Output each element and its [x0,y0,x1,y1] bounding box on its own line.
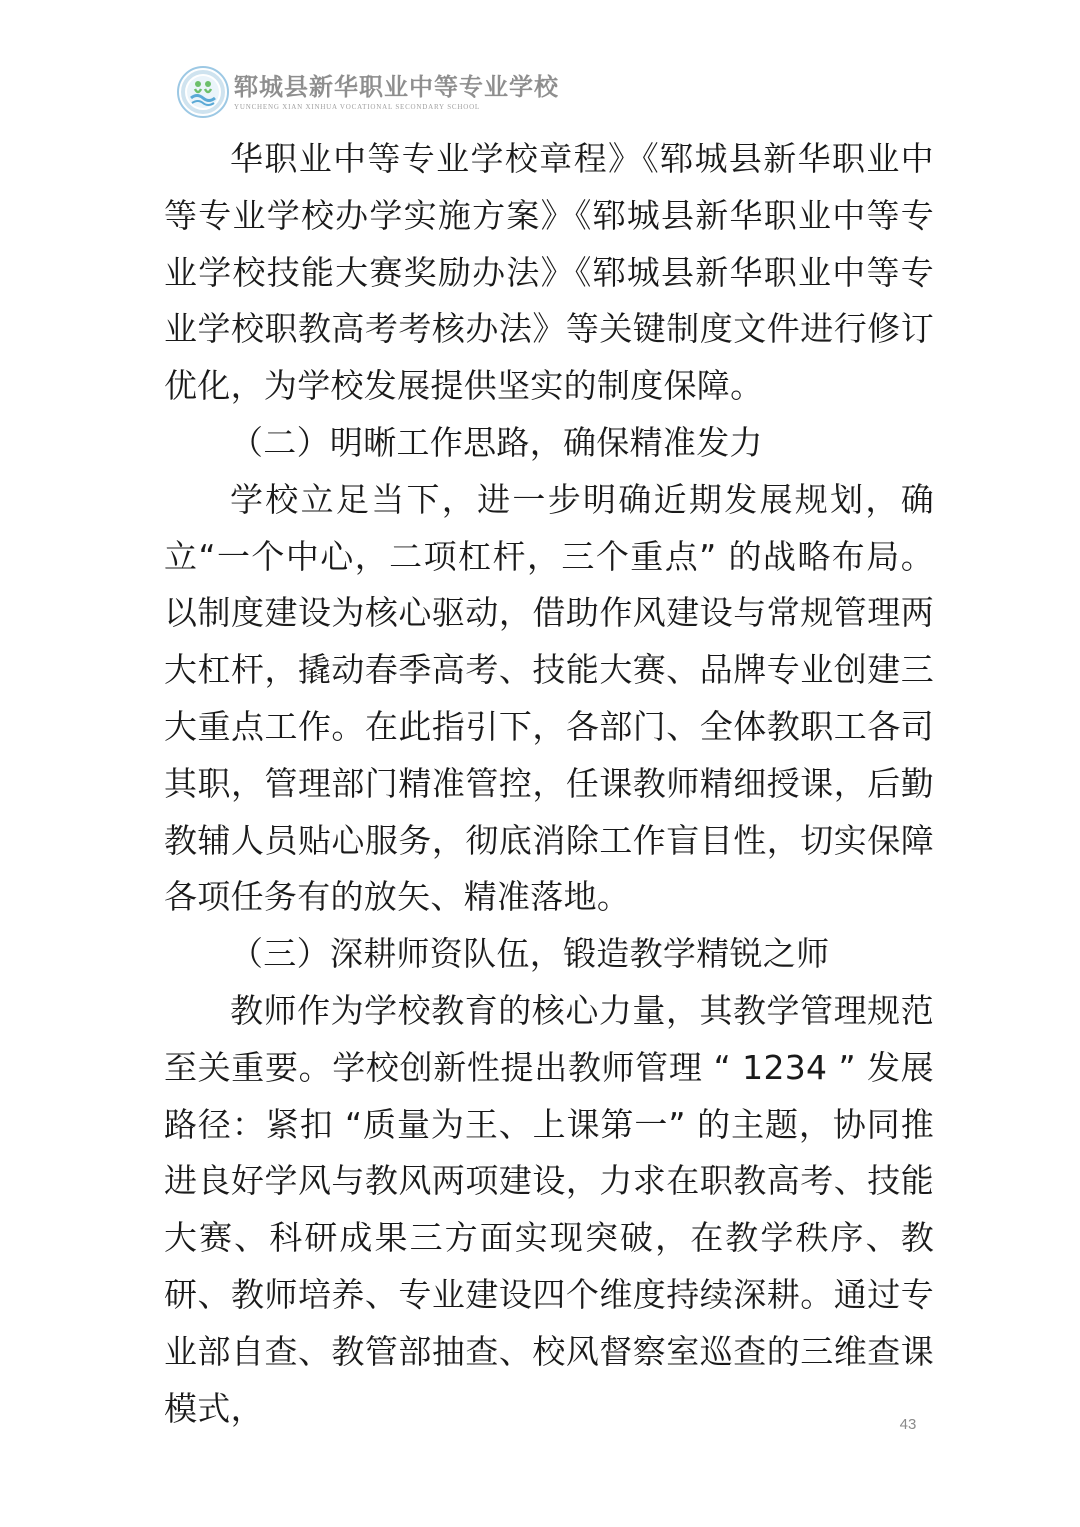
paragraph-system-documents: 华职业中等专业学校章程》《郓城县新华职业中等专业学校办学实施方案》《郓城县新华职业中等专业学校技能大赛奖励办法》《郓城县新华职业中等专业学校职教高考考核办法》等关键制度文件进行修订优化，为学校发展提供坚实的制度保障。 [164,139,934,406]
page-number: 43 [899,1416,917,1433]
section-heading-2: （二）明晰工作思路，确保精准发力 [230,422,763,462]
section-heading-3: （三）深耕师资队伍，锻造教学精锐之师 [230,934,830,974]
document-body [164,131,934,1437]
page-header [176,64,559,120]
paragraph-teacher-team: 教师作为学校教育的核心力量，其教学管理规范至关重要。学校创新性提出教师管理 “ 1234 ” 发展路径：紧扣 “质量为王、上课第一” 的主题，协同推进良好学风与教风两项建设，力求在职教高考、技能大赛、科研成果三方面实现突破，在教学秩序、教研、教师培养、专业建设四个维度持续深耕。通过专业部自查、教管部抽查、校风督察室巡查的三维查课模式， [164,990,934,1428]
school-name-en: YUNCHENG XIAN XINHUA VOCATIONAL SECONDARY SCHOOL [234,102,481,111]
school-emblem-icon [176,65,230,119]
paragraph-work-ideas: 学校立足当下，进一步明确近期发展规划，确立“一个中心，二项杠杆，三个重点” 的战略布局。以制度建设为核心驱动，借助作风建设与常规管理两大杠杆，撬动春季高考、技能大赛、品牌专业创建三大重点工作。在此指引下，各部门、全体教职工各司其职，管理部门精准管控，任课教师精细授课，后勤教辅人员贴心服务，彻底消除工作盲目性，切实保障各项任务有的放矢、精准落地。 [164,479,934,917]
school-name-block [234,73,559,112]
school-name-cn: 郓城县新华职业中等专业学校 [234,71,559,101]
